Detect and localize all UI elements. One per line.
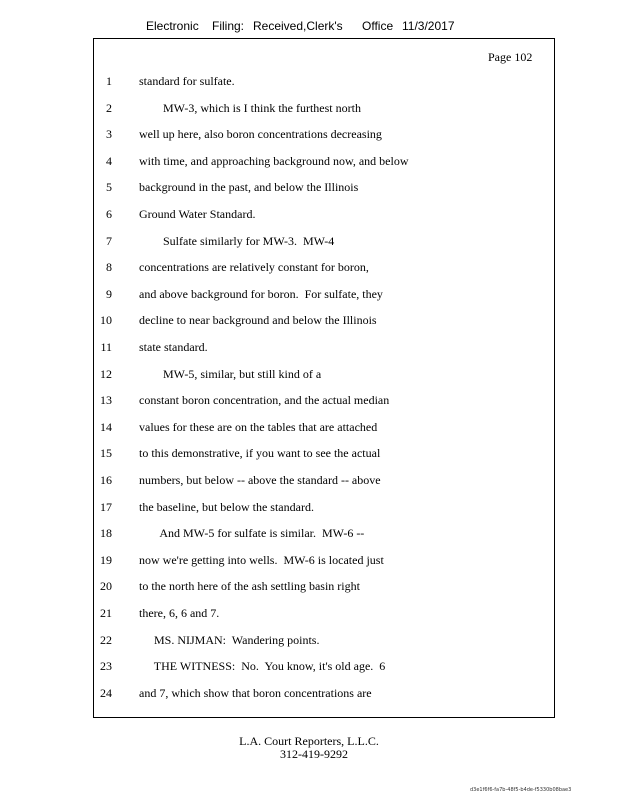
line-number: 20 (100, 579, 112, 594)
transcript-line-text: And MW-5 for sulfate is similar. MW-6 -- (139, 526, 365, 541)
line-number: 7 (106, 233, 112, 248)
document-id: d3e1f6f6-fa7b-48f5-b4de-f5330b08bae3 (470, 787, 572, 793)
transcript-line-text: numbers, but below -- above the standard -- above (139, 473, 381, 487)
transcript-line-text: Ground Water Standard. (139, 207, 256, 221)
transcript-line-text: concentrations are relatively constant for boron, (139, 260, 369, 275)
transcript-line-text: and 7, which show that boron concentrations are (139, 685, 372, 700)
line-number: 18 (100, 526, 112, 541)
line-number: 4 (106, 153, 112, 168)
footer-company: L.A. Court Reporters, L.L.C. (239, 734, 379, 748)
line-number: 9 (106, 286, 112, 301)
line-number: 11 (100, 340, 112, 354)
transcript-line-text: MW-3, which is I think the furthest north (139, 100, 361, 115)
transcript-line-text: values for these are on the tables that are attached (139, 419, 378, 434)
line-number: 21 (100, 606, 112, 620)
line-number: 19 (100, 552, 112, 567)
transcript-line-text: standard for sulfate. (139, 74, 235, 88)
transcript-line-text: and above background for boron. For sulfate, they (139, 286, 383, 301)
transcript-line-text: background in the past, and below the Illinois (139, 180, 359, 195)
transcript-line-text: THE WITNESS: No. You know, it's old age. 6 (139, 659, 386, 674)
transcript-line-text: the baseline, but below the standard. (139, 499, 314, 514)
line-number: 8 (106, 260, 112, 275)
line-number: 24 (100, 685, 112, 700)
line-number: 13 (100, 393, 112, 408)
line-number: 3 (106, 127, 112, 142)
transcript-line-text: to this demonstrative, if you want to see the actual (139, 446, 381, 461)
filing-label: Filing: (212, 19, 245, 33)
transcript-line-text: constant boron concentration, and the actual median (139, 393, 390, 408)
filing-date: 11/3/2017 (402, 19, 455, 33)
line-number: 12 (100, 366, 112, 381)
filing-electronic: Electronic (146, 19, 199, 33)
line-number: 22 (100, 632, 112, 647)
filing-received: Received,Clerk's (253, 19, 343, 33)
line-number: 6 (106, 207, 112, 221)
footer-phone: 312-419-9292 (280, 747, 348, 761)
transcript-line-text: state standard. (139, 340, 208, 354)
line-number: 1 (106, 74, 112, 88)
transcript-line-text: well up here, also boron concentrations decreasing (139, 127, 382, 142)
line-number: 5 (106, 180, 112, 195)
line-number: 23 (100, 659, 112, 674)
filing-office: Office (362, 19, 394, 33)
line-number: 15 (100, 446, 112, 461)
transcript-line-text: there, 6, 6 and 7. (139, 606, 220, 620)
transcript-line-text: MW-5, similar, but still kind of a (139, 366, 322, 381)
transcript-line-text: MS. NIJMAN: Wandering points. (139, 632, 320, 647)
transcript-line-text: to the north here of the ash settling basin right (139, 579, 360, 594)
page-number: Page 102 (488, 50, 533, 64)
transcript-line-text: Sulfate similarly for MW-3. MW-4 (139, 233, 335, 248)
line-number: 16 (100, 473, 112, 487)
line-number: 10 (100, 313, 112, 328)
transcript-line-text: now we're getting into wells. MW-6 is located just (139, 552, 384, 567)
line-number: 17 (100, 499, 112, 514)
transcript-line-text: decline to near background and below the Illinois (139, 313, 377, 328)
line-number: 2 (106, 100, 112, 115)
line-number: 14 (100, 419, 112, 434)
transcript-line-text: with time, and approaching background now, and below (139, 153, 409, 168)
